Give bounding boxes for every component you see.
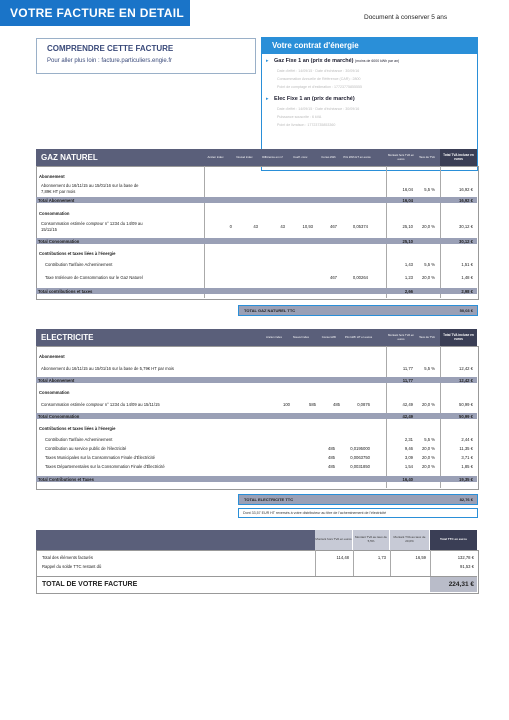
elec-taxes-label: Contributions et taxes liées à l'énergie: [39, 426, 116, 431]
grid-line: [353, 550, 354, 576]
gas-total-taxes-label: Total contributions et taxes: [38, 288, 93, 294]
gas-abonnement-ht: 16,04: [402, 187, 413, 192]
elec-section-title: ELECTRICITE: [41, 333, 94, 342]
gas-conso-value: 467: [330, 224, 337, 229]
elec-tax-ttc: 2,44 €: [461, 437, 473, 442]
understand-link[interactable]: Pour aller plus loin : facture.particuliers.engie.fr: [47, 58, 173, 64]
gas-abonnement-label: Abonnement: [39, 174, 65, 179]
elec-total-taxes-label: Total Contributions et Taxes: [38, 476, 94, 482]
grid-line: [204, 166, 205, 298]
gas-contract-line: Date d'effet : 14/09/15 · Date d'échéance : 30/09/16: [277, 69, 360, 73]
elec-contract-line: Puissance souscrite : 6 kVA: [277, 115, 322, 119]
gas-ticgn-prix: 0,00264: [352, 275, 368, 280]
elec-abonnement-label: Abonnement: [39, 354, 65, 359]
gas-conso-line: Consommation estimée compteur n° 1234 du 14/09 au: [41, 221, 143, 226]
elec-distributor-note-box: [238, 508, 478, 518]
gas-ttc-value: 50,03 €: [459, 308, 473, 313]
gas-conso-value: 43: [253, 224, 258, 229]
summary-row1-value: 1,73: [377, 555, 386, 560]
gas-col-header: Nouvel index: [236, 154, 253, 159]
summary-row1-value: 16,59: [415, 555, 426, 560]
gas-section-header: [36, 149, 477, 166]
gas-cta-tva: 5,5 %: [424, 262, 435, 267]
summary-divider: [36, 576, 477, 577]
summary-row2-label: Rappel du solde TTC restant dû: [42, 564, 102, 569]
elec-ttc-value: 82,76 €: [459, 497, 473, 502]
elec-tax-kwh: 485: [328, 464, 335, 469]
gas-contract-note: (moins de 6000 kWh par an): [355, 59, 400, 63]
gas-contract-line: Consommation Annuelle de Référence (CAR) : 2800: [277, 77, 361, 81]
gas-conso-line: 15/11/15: [41, 227, 57, 232]
grid-line: [390, 550, 391, 576]
gas-total-abonnement-label: Total Abonnement: [38, 197, 75, 203]
gas-ttc-box: [238, 305, 478, 316]
elec-col-header: Taux de TVA: [419, 334, 435, 339]
gas-conso-label: Consommation: [39, 211, 70, 216]
elec-tax-tva: 20,0 %: [421, 455, 435, 460]
grid-line: [315, 550, 316, 576]
contract-title: Votre contrat d'énergie: [272, 41, 359, 50]
gas-abonnement-line: 7,89€ HT par mois: [41, 189, 76, 194]
summary-col-header: Montant TVA au taux de 5,5%: [353, 530, 389, 550]
elec-tax-ttc: 1,85 €: [461, 464, 473, 469]
gas-col-header: Différence en m³: [262, 154, 283, 159]
summary-total-value: 224,31 €: [448, 581, 474, 588]
gas-total-conso-ht: 25,10: [402, 239, 413, 244]
elec-col-header: Prix kWh HT en euros: [344, 334, 373, 339]
gas-conso-value: 25,10: [402, 224, 413, 229]
gas-ticgn-tva: 20,0 %: [421, 275, 435, 280]
elec-contract-line: Date d'effet : 14/09/15 · Date d'échéance : 30/09/16: [277, 107, 360, 111]
gas-abonnement-ttc: 16,92 €: [459, 187, 473, 192]
elec-conso-line: Consommation estimée compteur n° 1234 du 14/09 au 15/11/15: [41, 402, 160, 407]
elec-abonnement-line: Abonnement du 16/11/15 au 15/01/16 sur la base de 5,79€ HT par mois: [41, 366, 175, 371]
gas-cta-ht: 1,43: [404, 262, 413, 267]
gas-contract-line: Point de comptage et d'estimation : 17723775855555: [277, 85, 363, 89]
summary-total-label: TOTAL DE VOTRE FACTURE: [42, 581, 138, 588]
elec-tax-ttc: 3,71 €: [461, 455, 473, 460]
elec-conso-value: 585: [309, 402, 316, 407]
gas-col-header: Montant hors TVA en euros: [387, 153, 414, 161]
page-title: VOTRE FACTURE EN DETAIL: [10, 6, 185, 20]
gas-ttc-label: TOTAL GAZ NATUREL TTC: [244, 308, 296, 313]
elec-tax-kwh: 485: [328, 446, 335, 451]
keep-note: Document à conserver 5 ans: [364, 14, 448, 21]
gas-abonnement-tva: 5,5 %: [424, 187, 435, 192]
elec-tax-kwh: 485: [328, 455, 335, 460]
elec-contract-head: Elec Fixe 1 an (prix de marché): [274, 96, 355, 102]
gas-total-conso-label: Total Consommation: [38, 238, 80, 244]
summary-col-header: Montant hors TVA en euros: [315, 530, 352, 550]
gas-cta-label: Contribution Tarifaire Acheminement: [45, 262, 113, 267]
elec-conso-value: 20,0 %: [421, 402, 435, 407]
gas-col-header: Coeff. conv.: [293, 154, 308, 159]
elec-total-abonnement-label: Total Abonnement: [38, 377, 75, 383]
gas-col-header: Conso kWh: [321, 154, 336, 159]
gas-conso-value: 30,12 €: [459, 224, 473, 229]
gas-conso-value: 10,93: [302, 224, 313, 229]
summary-row2-value: 91,53 €: [460, 564, 474, 569]
elec-tax-prix: 0,0195000: [350, 446, 370, 451]
elec-total-conso-ttc: 50,99 €: [459, 414, 473, 419]
elec-col-header: Conso kWh: [321, 334, 337, 339]
elec-conso-value: 42,49: [402, 402, 413, 407]
contract-title-band: [262, 38, 477, 54]
summary-col-header: Montant TVA au taux de 20,0%: [390, 530, 429, 550]
gas-contract-name: Gaz Fixe 1 an (prix de marché): [274, 58, 354, 64]
elec-conso-value: 100: [283, 402, 290, 407]
gas-contract-head: [274, 58, 399, 64]
gas-cta-ttc: 1,51 €: [461, 262, 473, 267]
elec-tax-label: Contribution Tarifaire Acheminement: [45, 437, 113, 442]
gas-col-header: Total TVA incluse en euros: [440, 149, 477, 166]
gas-col-header: Prix kWh HT en euros: [343, 154, 371, 159]
understand-title: COMPRENDRE CETTE FACTURE: [47, 44, 174, 53]
elec-col-header: Nouvel index: [292, 334, 310, 339]
elec-tax-ht: 1,54: [404, 464, 413, 469]
chevron-right-icon: ▸: [266, 96, 269, 102]
elec-contract-line: Point de livraison : 17723735853360: [277, 123, 336, 127]
summary-row1-label: Total des éléments facturés: [42, 555, 93, 560]
elec-col-header: Montant hors TVA en euros: [387, 333, 414, 341]
elec-tax-label: Taxes Municipales sur la Consommation Finale d'Électricité: [45, 455, 155, 460]
elec-conso-value: 0,0876: [357, 402, 370, 407]
elec-tax-tva: 20,0 %: [421, 446, 435, 451]
elec-tax-tva: 5,5 %: [424, 437, 435, 442]
elec-total-abonnement-ht: 11,77: [402, 378, 413, 383]
gas-total-taxes-ht: 2,66: [404, 289, 413, 294]
elec-total-taxes-ttc: 19,35 €: [459, 477, 473, 482]
elec-tax-tva: 20,0 %: [421, 464, 435, 469]
elec-tax-ht: 2,31: [404, 437, 413, 442]
gas-conso-value: 0,05374: [352, 224, 368, 229]
elec-tax-label: Taxes Départementales sur la Consommation Finale d'Électricité: [45, 464, 165, 469]
elec-total-conso-label: Total Consommation: [38, 413, 80, 419]
elec-distributor-note: Dont 33,57 EUR HT reversés à votre distributeur au titre de l'acheminement de l'électricité: [243, 511, 387, 515]
elec-abonnement-ht: 11,77: [402, 366, 413, 371]
elec-conso-label: Consommation: [39, 390, 70, 395]
gas-col-header: Taux de TVA: [419, 154, 435, 159]
elec-total-abonnement-ttc: 12,42 €: [459, 378, 473, 383]
elec-ttc-label: TOTAL ELECTRICITE TTC: [244, 497, 294, 502]
elec-tax-ttc: 11,35 €: [459, 446, 473, 451]
chevron-right-icon: ▸: [266, 58, 269, 64]
understand-box: [36, 38, 256, 74]
gas-ticgn-ttc: 1,48 €: [461, 275, 473, 280]
elec-total-conso-ht: 42,49: [402, 414, 413, 419]
gas-conso-value: 43: [280, 224, 285, 229]
gas-total-taxes-ttc: 2,98 €: [461, 289, 473, 294]
gas-total-abonnement-ht: 16,04: [402, 198, 413, 203]
gas-conso-value: 20,0 %: [421, 224, 435, 229]
summary-header-band: [36, 530, 315, 550]
gas-abonnement-line: Abonnement du 16/11/15 au 15/01/16 sur la base de: [41, 183, 139, 188]
gas-ticgn-ht: 1,23: [404, 275, 413, 280]
elec-tax-prix: 0,0031850: [350, 464, 370, 469]
gas-taxes-label: Contributions et taxes liées à l'énergie: [39, 251, 116, 256]
elec-abonnement-ttc: 12,42 €: [459, 366, 473, 371]
elec-conso-value: 50,99 €: [459, 402, 473, 407]
summary-row1-value: 132,78 €: [457, 555, 474, 560]
gas-total-conso-ttc: 30,12 €: [459, 239, 473, 244]
summary-col-header: Total TTC en euros: [430, 530, 477, 550]
gas-ticgn-label: Taxe Intérieure de Consommation sur le Gaz Naturel: [45, 275, 143, 280]
elec-section-header: [36, 329, 477, 346]
elec-col-header: Total TVA incluse en euros: [440, 329, 477, 346]
elec-conso-value: 485: [333, 402, 340, 407]
gas-col-header: Ancien index: [207, 154, 224, 159]
elec-abonnement-tva: 5,5 %: [424, 366, 435, 371]
gas-total-abonnement-ttc: 16,92 €: [459, 198, 473, 203]
summary-row1-value: 114,48: [336, 555, 349, 560]
gas-section-title: GAZ NATUREL: [41, 153, 98, 162]
gas-conso-value: 0: [229, 224, 232, 229]
elec-total-taxes-ht: 16,40: [402, 477, 413, 482]
elec-col-header: Ancien index: [265, 334, 282, 339]
elec-tax-prix: 0,0063750: [350, 455, 370, 460]
elec-tax-ht: 3,09: [404, 455, 413, 460]
elec-tax-label: Contribution au service public de l'électricité: [45, 446, 127, 451]
gas-ticgn-kwh: 467: [330, 275, 337, 280]
elec-ttc-box: [238, 494, 478, 505]
elec-tax-ht: 9,46: [404, 446, 413, 451]
